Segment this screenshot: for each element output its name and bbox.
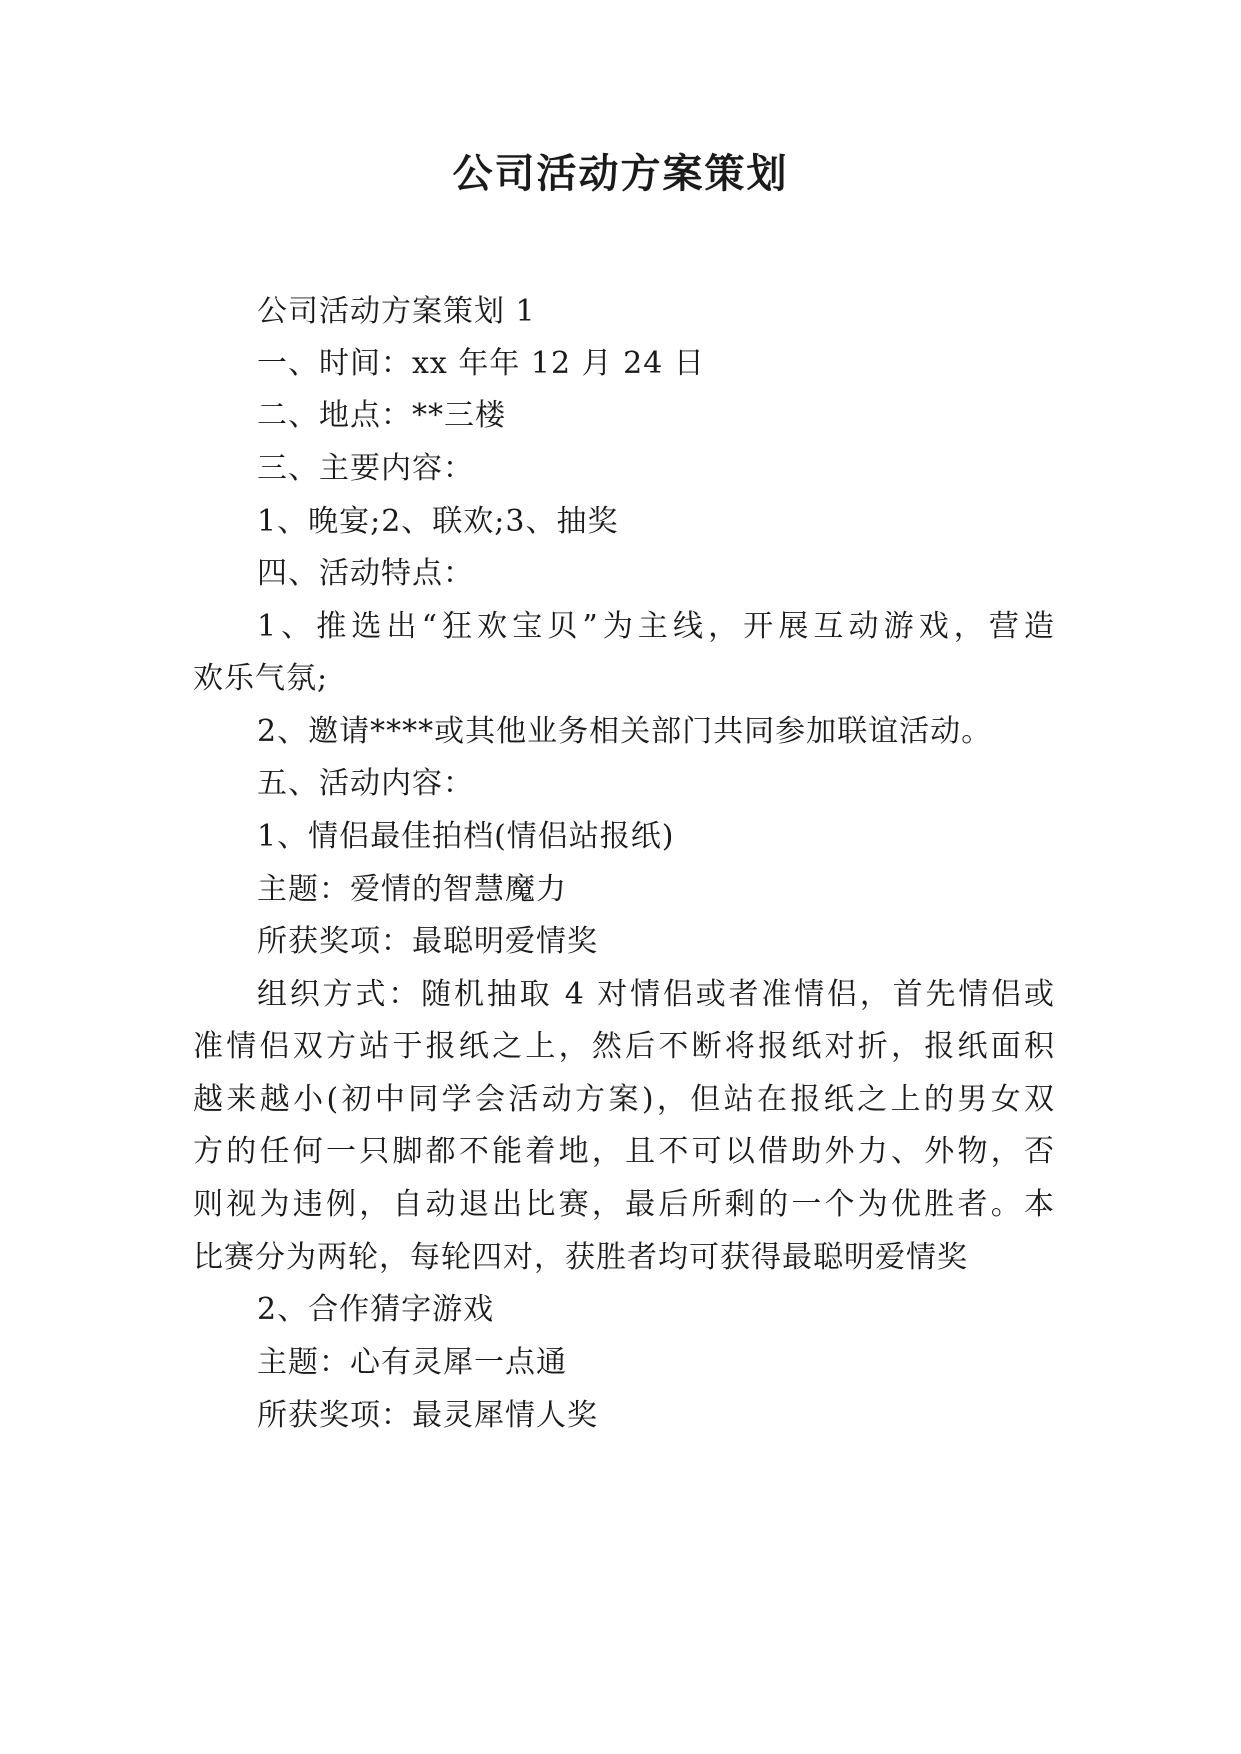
paragraph-feature-1-cont: 欢乐气氛; bbox=[193, 661, 329, 696]
paragraph-content-list: 1、晚宴;2、联欢;3、抽奖 bbox=[257, 504, 619, 539]
paragraph-organization-line-1: 组织方式：随机抽取 4 对情侣或者准情侣，首先情侣或 bbox=[257, 977, 1055, 1012]
paragraph-organization-line-3: 越来越小(初中同学会活动方案)，但站在报纸之上的男女双 bbox=[193, 1082, 1055, 1117]
paragraph-features-heading: 四、活动特点： bbox=[257, 556, 474, 591]
paragraph-theme-2: 主题：心有灵犀一点通 bbox=[257, 1345, 567, 1380]
paragraph-feature-2: 2、邀请****或其他业务相关部门共同参加联谊活动。 bbox=[257, 714, 993, 749]
paragraph-time: 一、时间：xx 年年 12 月 24 日 bbox=[257, 346, 705, 381]
paragraph-organization-line-2: 准情侣双方站于报纸之上，然后不断将报纸对折，报纸面积 bbox=[193, 1029, 1055, 1064]
paragraph-feature-1: 1、推选出“狂欢宝贝”为主线，开展互动游戏，营造 bbox=[257, 609, 1055, 644]
paragraph-activity-1: 1、情侣最佳拍档(情侣站报纸) bbox=[257, 819, 675, 854]
paragraph-activities-heading: 五、活动内容： bbox=[257, 766, 474, 801]
paragraph-activity-2: 2、合作猜字游戏 bbox=[257, 1292, 495, 1327]
paragraph-theme-1: 主题：爱情的智慧魔力 bbox=[257, 872, 567, 907]
paragraph-main-content: 三、主要内容： bbox=[257, 451, 474, 486]
section-heading: 公司活动方案策划 1 bbox=[257, 294, 536, 329]
document-title: 公司活动方案策划 bbox=[452, 151, 789, 197]
paragraph-award-2: 所获奖项：最灵犀情人奖 bbox=[257, 1398, 598, 1433]
paragraph-organization-line-5: 则视为违例，自动退出比赛，最后所剩的一个为优胜者。本 bbox=[193, 1187, 1055, 1222]
paragraph-location: 二、地点：**三楼 bbox=[257, 398, 506, 433]
paragraph-organization-line-4: 方的任何一只脚都不能着地，且不可以借助外力、外物，否 bbox=[193, 1134, 1055, 1169]
paragraph-award-1: 所获奖项：最聪明爱情奖 bbox=[257, 924, 598, 959]
paragraph-organization-line-6: 比赛分为两轮，每轮四对，获胜者均可获得最聪明爱情奖 bbox=[193, 1240, 968, 1275]
